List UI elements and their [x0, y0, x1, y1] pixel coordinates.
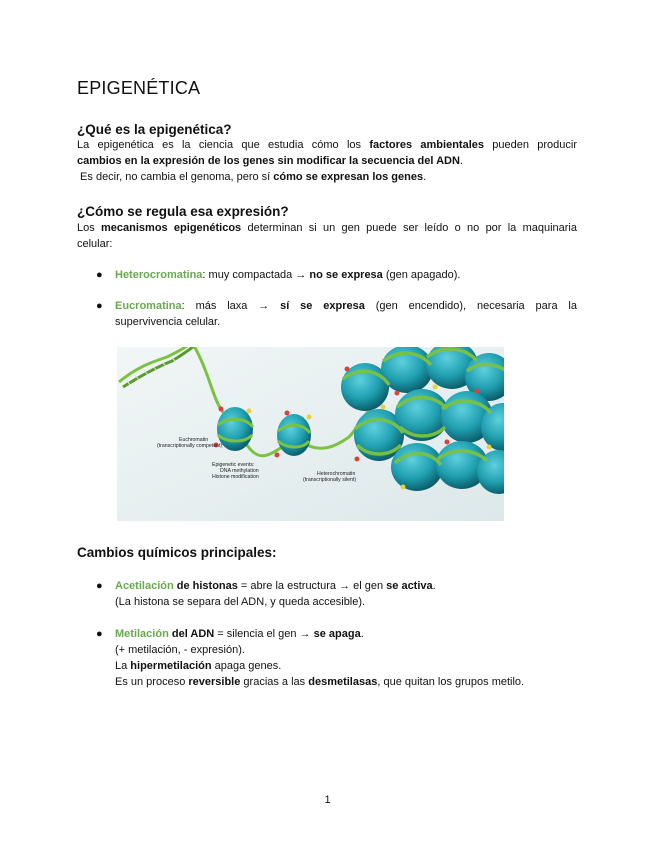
section-heading-chemical-changes: Cambios químicos principales:: [77, 545, 277, 560]
bold-run: factores ambientales: [369, 139, 484, 151]
text-run: : muy compactada →: [202, 269, 310, 281]
text-run: = silencia el gen →: [214, 628, 314, 640]
text-run: (+ metilación, - expresión).: [115, 644, 245, 656]
section2-paragraph: [77, 220, 577, 252]
epigenetic-events-label: [212, 462, 259, 480]
text-run: Euchromatin: [179, 437, 209, 443]
text-run: La: [115, 660, 131, 672]
bold-run: hipermetilación: [130, 660, 212, 672]
text-run: (transcriptionally competent): [157, 443, 223, 449]
green-term: Heterocromatina: [115, 269, 203, 281]
text-run: = abre la estructura → el gen: [237, 580, 387, 592]
section1-paragraph: [77, 137, 577, 185]
text-run: Es un proceso: [115, 676, 189, 688]
section-heading-what-is: ¿Qué es la epigenética?: [77, 122, 232, 137]
bold-run: desmetilasas: [308, 676, 378, 688]
text-run: .: [360, 628, 364, 640]
text-run: , que quitan los grupos metilo.: [377, 676, 525, 688]
text-run: La epigenética es la ciencia que estudia cómo los: [77, 139, 370, 151]
text-run: celular:: [77, 238, 113, 250]
bold-run: cambios en la expresión de los genes sin modificar la secuencia del ADN: [77, 155, 460, 167]
list-item-acetylation: [115, 578, 577, 610]
heterochromatin-label: [303, 471, 356, 483]
text-run: (gen apagado).: [382, 269, 461, 281]
text-run: determinan si un gen puede ser leído o no por la maquinaria: [241, 222, 577, 234]
green-term: Acetilación: [115, 580, 174, 592]
page-number: 1: [324, 794, 331, 806]
bold-run: se activa: [386, 580, 433, 592]
euchromatin-label: [157, 437, 222, 449]
page-title: EPIGENÉTICA: [77, 78, 201, 98]
text-run: (transcriptionally silent): [303, 477, 357, 483]
bold-run: de histonas: [173, 580, 238, 592]
text-run: Epigenetic events:: [212, 462, 255, 468]
text-run: : más laxa →: [181, 300, 281, 312]
text-run: gracias a las: [240, 676, 309, 688]
text-run: Heterochromatin: [317, 471, 356, 477]
text-run: apaga genes.: [211, 660, 282, 672]
list-item-methylation: [115, 626, 577, 690]
text-run: Los: [77, 222, 102, 234]
bullet-icon: ●: [96, 628, 103, 640]
bold-run: no se expresa: [309, 269, 383, 281]
text-run: Histone modification: [212, 474, 259, 480]
bullet-icon: ●: [96, 580, 103, 592]
text-run: supervivencia celular.: [115, 316, 221, 328]
text-run: Es decir, no cambia el genoma, pero sí: [77, 171, 274, 183]
bold-run: del ADN: [168, 628, 215, 640]
text-run: pueden producir: [483, 139, 578, 151]
green-term: Eucromatina: [115, 300, 182, 312]
text-run: (La histona se separa del ADN, y queda accesible).: [115, 596, 366, 608]
bold-run: reversible: [188, 676, 241, 688]
list-item-euchromatin: [115, 298, 577, 330]
text-run: .: [423, 171, 427, 183]
text-run: .: [432, 580, 436, 592]
section-heading-regulation: ¿Cómo se regula esa expresión?: [77, 204, 289, 219]
bullet-icon: ●: [96, 269, 103, 281]
chromatin-figure: [117, 347, 504, 521]
bold-run: sí se expresa: [280, 300, 365, 312]
bold-run: se apaga: [313, 628, 361, 640]
green-term: Metilación: [115, 628, 169, 640]
chromatin-illustration: [117, 347, 504, 521]
text-run: DNA methylation: [220, 468, 259, 474]
bullet-icon: ●: [96, 300, 103, 312]
text-run: .: [459, 155, 463, 167]
bold-run: cómo se expresan los genes: [273, 171, 424, 183]
bold-run: mecanismos epigenéticos: [101, 222, 242, 234]
list-item-heterochromatin: [115, 267, 577, 283]
text-run: (gen encendido), necesaria para la: [364, 300, 577, 312]
